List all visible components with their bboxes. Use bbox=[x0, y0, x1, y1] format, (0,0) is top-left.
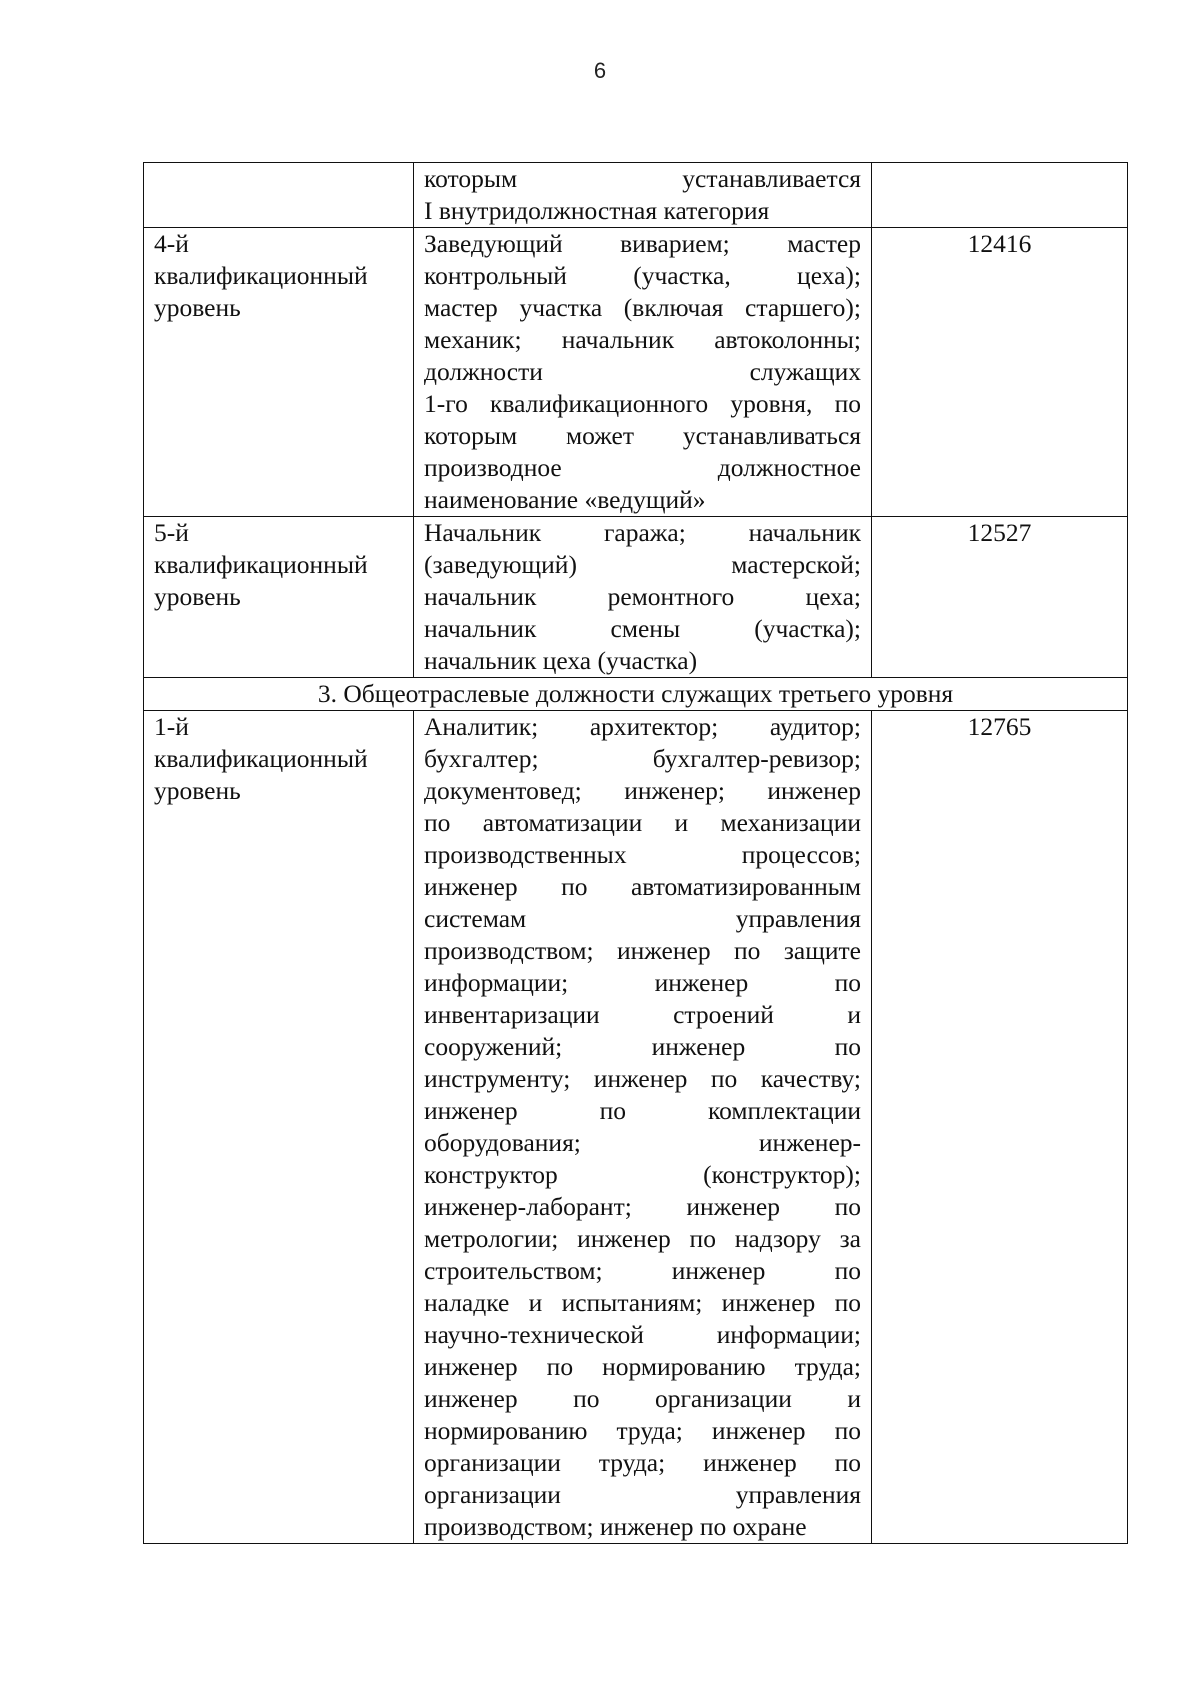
description-cell bbox=[414, 163, 872, 228]
description-line: оборудования; инженер- bbox=[424, 1128, 861, 1157]
level-line: квалификационный bbox=[154, 550, 368, 579]
level-line: 5-й bbox=[154, 518, 189, 547]
level-cell bbox=[144, 517, 414, 678]
description-line: научно-технической информации; bbox=[424, 1320, 861, 1349]
description-cell bbox=[414, 711, 872, 1544]
level-line: уровень bbox=[154, 776, 241, 805]
description-line: строительством; инженер по bbox=[424, 1256, 861, 1285]
description-line: (заведующий) мастерской; bbox=[424, 550, 861, 579]
description-line: производством; инженер по охране bbox=[424, 1512, 807, 1541]
description-line: наименование «ведущий» bbox=[424, 485, 706, 514]
table-row bbox=[144, 228, 1128, 517]
description-line: производное должностное bbox=[424, 453, 861, 482]
description-line: начальник смены (участка); bbox=[424, 614, 861, 643]
salary-table bbox=[143, 162, 1128, 1544]
description-line: инженер по организации и bbox=[424, 1384, 861, 1413]
description-line: I внутридолжностная категория bbox=[424, 196, 770, 225]
description-line: Аналитик; архитектор; аудитор; bbox=[424, 712, 861, 741]
description-line: сооружений; инженер по bbox=[424, 1032, 861, 1061]
description-line: инструменту; инженер по качеству; bbox=[424, 1064, 861, 1093]
description-line: Заведующий виварием; мастер bbox=[424, 229, 861, 258]
salary-cell bbox=[872, 711, 1128, 1544]
description-line: инженер по автоматизированным bbox=[424, 872, 861, 901]
section-row bbox=[144, 678, 1128, 711]
description-cell bbox=[414, 228, 872, 517]
description-line: должности служащих bbox=[424, 357, 861, 386]
page-number: 6 bbox=[593, 58, 607, 83]
description-line: организации управления bbox=[424, 1480, 861, 1509]
description-line: которым устанавливается bbox=[424, 164, 861, 193]
description-line: организации труда; инженер по bbox=[424, 1448, 861, 1477]
description-line: инвентаризации строений и bbox=[424, 1000, 861, 1029]
table-row bbox=[144, 711, 1128, 1544]
description-line: информации; инженер по bbox=[424, 968, 861, 997]
description-line: контрольный (участка, цеха); bbox=[424, 261, 861, 290]
description-line: инженер-лаборант; инженер по bbox=[424, 1192, 861, 1221]
description-line: которым может устанавливаться bbox=[424, 421, 861, 450]
description-line: конструктор (конструктор); bbox=[424, 1160, 861, 1189]
salary-value: 12527 bbox=[967, 518, 1032, 547]
description-line: инженер по нормированию труда; bbox=[424, 1352, 861, 1381]
description-line: нормированию труда; инженер по bbox=[424, 1416, 861, 1445]
description-line: по автоматизации и механизации bbox=[424, 808, 861, 837]
level-line: квалификационный bbox=[154, 744, 368, 773]
level-line: уровень bbox=[154, 582, 241, 611]
description-line: документовед; инженер; инженер bbox=[424, 776, 861, 805]
description-cell bbox=[414, 517, 872, 678]
salary-cell bbox=[872, 163, 1128, 228]
description-line: Начальник гаража; начальник bbox=[424, 518, 861, 547]
salary-value: 12765 bbox=[967, 712, 1032, 741]
description-line: наладке и испытаниям; инженер по bbox=[424, 1288, 861, 1317]
description-line: 1-го квалификационного уровня, по bbox=[424, 389, 861, 418]
level-line: уровень bbox=[154, 293, 241, 322]
level-line: 4-й bbox=[154, 229, 189, 258]
description-line: инженер по комплектации bbox=[424, 1096, 861, 1125]
description-line: механик; начальник автоколонны; bbox=[424, 325, 861, 354]
table-row bbox=[144, 163, 1128, 228]
salary-cell bbox=[872, 228, 1128, 517]
level-cell bbox=[144, 711, 414, 1544]
description-line: бухгалтер; бухгалтер-ревизор; bbox=[424, 744, 861, 773]
level-line: 1-й bbox=[154, 712, 189, 741]
description-line: мастер участка (включая старшего); bbox=[424, 293, 861, 322]
description-line: системам управления bbox=[424, 904, 861, 933]
salary-value: 12416 bbox=[967, 229, 1032, 258]
description-line: начальник ремонтного цеха; bbox=[424, 582, 861, 611]
description-line: метрологии; инженер по надзору за bbox=[424, 1224, 861, 1253]
salary-cell bbox=[872, 517, 1128, 678]
level-cell bbox=[144, 228, 414, 517]
section-title: 3. Общеотраслевые должности служащих третьего уровня bbox=[144, 678, 1128, 711]
description-line: производственных процессов; bbox=[424, 840, 861, 869]
level-line: квалификационный bbox=[154, 261, 368, 290]
table-row bbox=[144, 517, 1128, 678]
description-line: начальник цеха (участка) bbox=[424, 646, 698, 675]
description-line: производством; инженер по защите bbox=[424, 936, 861, 965]
level-cell bbox=[144, 163, 414, 228]
